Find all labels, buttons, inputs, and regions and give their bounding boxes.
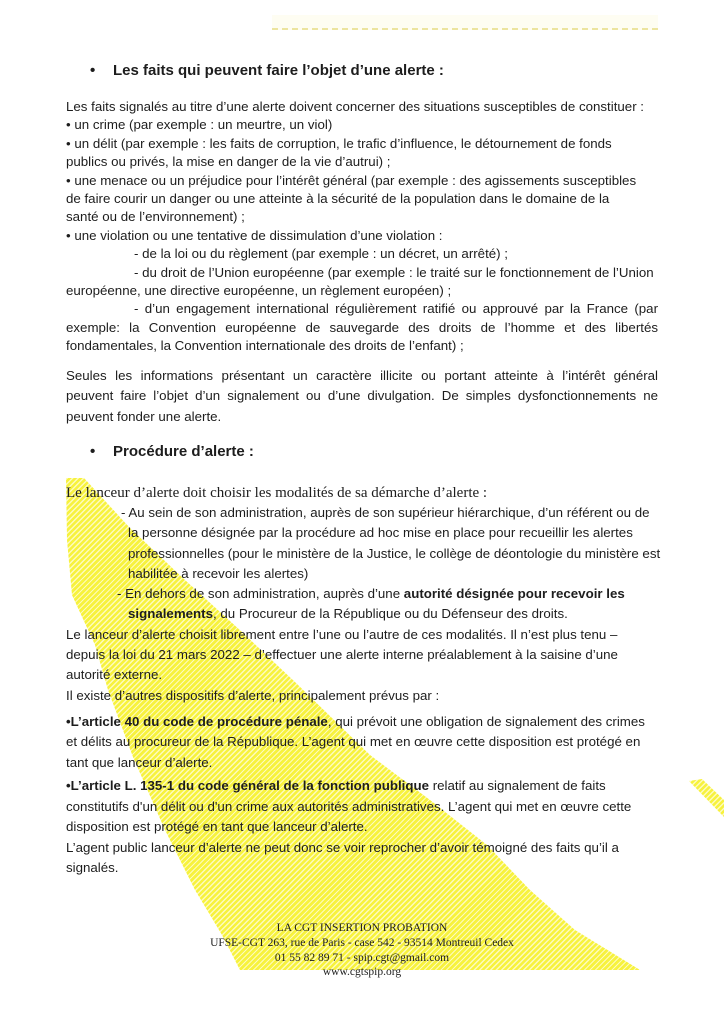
text-line	[66, 264, 658, 282]
text-run: - de la loi ou du règlement (par exemple : un décret, un arrêté) ;	[134, 246, 508, 262]
text-line	[66, 135, 658, 153]
text-line	[66, 337, 658, 355]
text-line	[66, 625, 658, 645]
text-line	[66, 386, 658, 406]
paragraph	[66, 503, 661, 706]
text-line	[66, 407, 658, 427]
text-run: - d’un engagement international régulièrement ratifié ou approuvé par la France (par	[134, 301, 658, 317]
text-run: européenne, une directive européenne, un règlement européen) ;	[66, 283, 452, 299]
text-run: exemple: la Convention européenne de sauvegarde des droits de l’homme et des libertés	[66, 319, 658, 335]
text-run: • un délit (par exemple : les faits de corruption, le trafic d’influence, le détournement de fonds	[66, 135, 612, 151]
text-line	[66, 208, 658, 226]
text-run: peuvent faire l’objet d’un signalement ou d’une divulgation. De simples dysfonctionnements ne	[66, 388, 658, 404]
text-line	[66, 544, 661, 564]
text-line	[66, 584, 658, 604]
text-line	[66, 227, 658, 245]
text-run: • une violation ou une tentative de dissimulation d’une violation :	[66, 227, 443, 243]
bullet-marker: •	[90, 62, 96, 79]
text-run: publics ou privés, la mise en danger de la vie d’autrui) ;	[66, 154, 391, 170]
text-run: • une menace ou un préjudice pour l’intérêt général (par exemple : des agissements susceptibles	[66, 172, 637, 188]
text-run: depuis la loi du 21 mars 2022 – d’effectuer une alerte interne préalablement à la saisine d’une	[66, 647, 618, 663]
text-line	[66, 604, 658, 624]
text-run: - En dehors de son administration, auprès d’une	[117, 586, 404, 602]
text-run: de faire courir un danger ou une atteinte à la sécurité de la population dans le domaine de la	[66, 191, 610, 207]
text-line	[66, 483, 658, 503]
text-line	[66, 712, 658, 732]
text-line	[66, 645, 658, 665]
text-run: professionnelles (pour le ministère de la Justice, le collège de déontologie du ministère est	[128, 545, 661, 561]
footer-website: www.cgtspip.org	[322, 966, 402, 979]
text-run: Le lanceur d’alerte choisit librement entre l’une ou l’autre de ces modalités. Il n’est plus tenu –	[66, 626, 618, 642]
paragraph	[66, 366, 658, 427]
text-line	[66, 838, 658, 859]
text-line	[66, 282, 658, 300]
section-heading	[66, 442, 682, 462]
text-line	[66, 776, 658, 797]
text-run: Il existe d’autres dispositifs d’alerte, principalement prévus par :	[66, 687, 440, 703]
text-run: habilitée à recevoir les alertes)	[128, 565, 309, 581]
paragraph	[66, 483, 658, 503]
text-line	[66, 172, 658, 190]
text-line	[66, 366, 658, 386]
bullet-marker: •	[90, 443, 96, 460]
text-run: disposition est protégé en tant que lanceur d’alerte.	[66, 819, 368, 834]
heading-text: Procédure d’alerte :	[113, 443, 254, 460]
text-run: signalés.	[66, 860, 119, 875]
text-line	[66, 665, 658, 685]
text-line	[66, 503, 658, 523]
text-run: , du Procureur de la République ou du Défenseur des droits.	[212, 606, 568, 622]
footer	[66, 921, 658, 980]
text-line	[66, 98, 658, 116]
dashed-divider-ornament	[272, 15, 658, 30]
text-run: tant que lanceur d’alerte.	[66, 754, 213, 770]
text-run: peuvent fonder une alerte.	[66, 408, 222, 424]
text-run: • un crime (par exemple : un meurtre, un viol)	[66, 117, 333, 133]
text-line	[66, 190, 658, 208]
text-line	[66, 564, 658, 584]
text-run: , qui prévoit une obligation de signalement des crimes	[327, 714, 645, 729]
bold-text-run: autorité désignée pour recevoir les	[403, 586, 625, 602]
footer-phone-email: 01 55 82 89 71 - spip.cgt@gmail.com	[274, 951, 450, 964]
text-run: autorité externe.	[66, 667, 163, 683]
paragraph	[66, 712, 658, 773]
text-run: relatif au signalement de faits	[429, 778, 606, 793]
text-line	[66, 858, 658, 879]
bold-text-run: •L’article L. 135-1 du code général de la fonction publique	[66, 778, 430, 793]
text-line	[66, 319, 658, 337]
text-line	[66, 753, 658, 773]
text-line	[66, 245, 658, 263]
footer-address: UFSE-CGT 263, rue de Paris - case 542 - 93514 Montreuil Cedex	[210, 936, 514, 949]
bold-text-run: •L’article 40 du code de procédure pénale	[66, 714, 328, 729]
text-run: fondamentales, la Convention internationale des droits de l’enfant) ;	[66, 338, 464, 354]
text-run: la personne désignée par la procédure ad hoc mise en place pour recueillir les alertes	[128, 525, 633, 541]
paragraph	[66, 98, 658, 356]
bold-text-run: signalements	[128, 606, 213, 622]
text-run: santé ou de l’environnement) ;	[66, 209, 245, 225]
footer-org-name: LA CGT INSERTION PROBATION	[276, 922, 448, 934]
text-line	[66, 686, 658, 706]
heading-text: Les faits qui peuvent faire l’objet d’une alerte :	[113, 62, 444, 79]
text-run: constitutifs d'un délit ou d'un crime aux autorités administratives. L’agent qui met en œuvre cette	[66, 798, 632, 814]
text-run: Les faits signalés au titre d’une alerte doivent concerner des situations susceptibles de constituer :	[66, 99, 645, 114]
text-line	[66, 300, 658, 318]
text-run: - Au sein de son administration, auprès de son supérieur hiérarchique, d’un référent ou de	[121, 505, 650, 520]
text-run: L’agent public lanceur d’alerte ne peut donc se voir reprocher d’avoir témoigné des faits qu’il a	[66, 839, 619, 855]
text-line	[66, 116, 658, 134]
text-run: et délits au procureur de la République. L’agent qui met en œuvre cette disposition est protégé en	[66, 734, 641, 750]
text-run: - du droit de l’Union européenne (par exemple : le traité sur le fonctionnement de l’Union	[134, 264, 654, 280]
text-line	[66, 523, 658, 543]
text-run: Le lanceur d’alerte doit choisir les modalités de sa démarche d’alerte :	[66, 485, 488, 501]
section-heading	[66, 61, 682, 81]
text-line	[66, 817, 658, 838]
text-line	[66, 797, 658, 818]
text-line	[66, 153, 658, 171]
text-line	[66, 732, 658, 752]
text-run: Seules les informations présentant un caractère illicite ou portant atteinte à l’intérêt général	[66, 368, 658, 383]
paragraph	[66, 776, 658, 879]
